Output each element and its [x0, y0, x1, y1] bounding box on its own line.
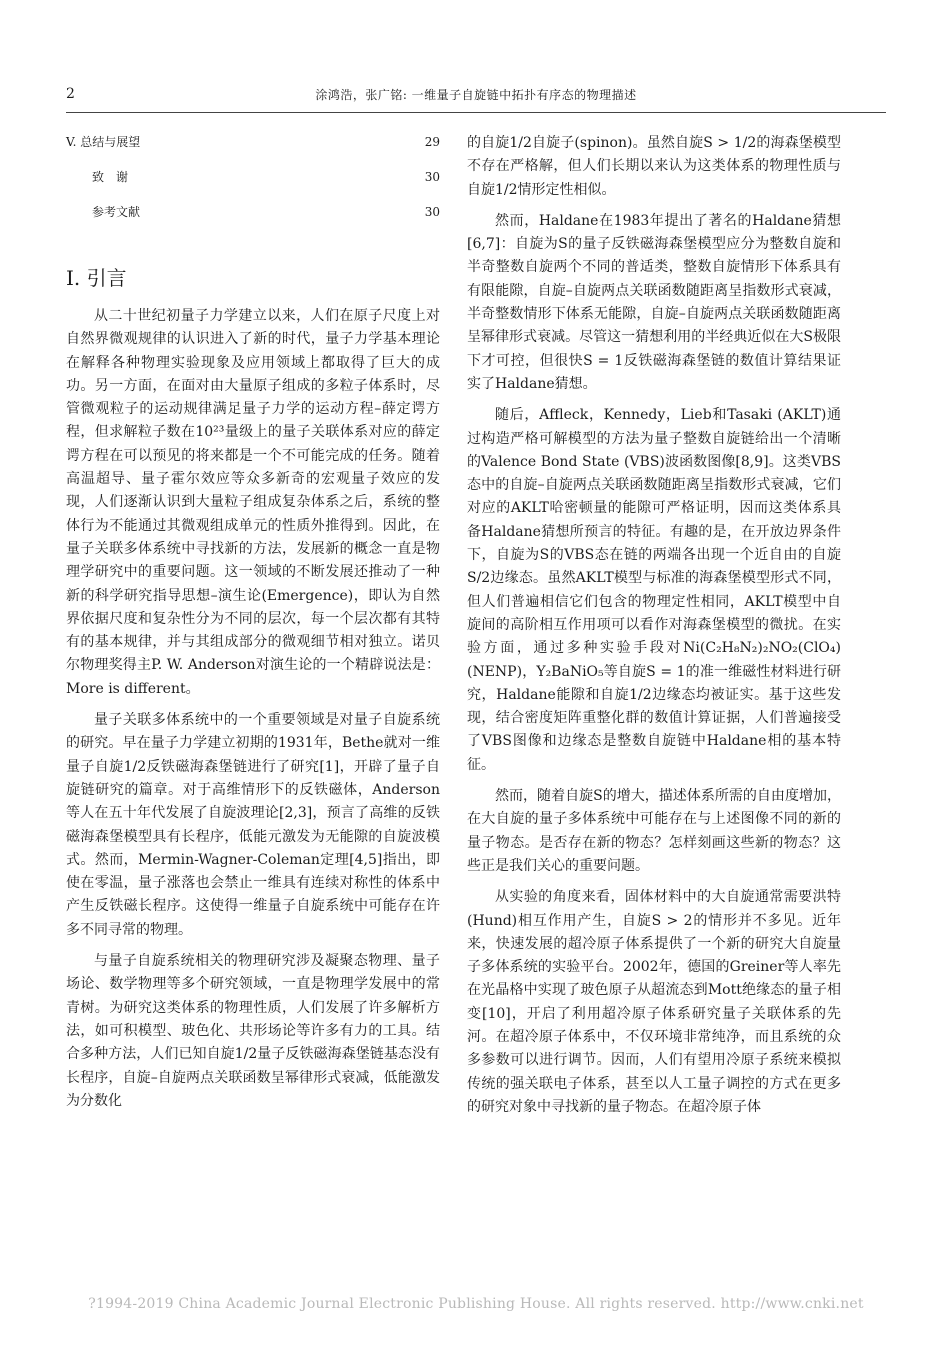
copyright-footer: ?1994-2019 China Academic Journal Electronic Publishing House. All rights reserved. http://www.cnki.net [88, 1296, 864, 1312]
running-title: 涂鸿浩，张广铭: 一维量子自旋链中拓扑有序态的物理描述 [315, 88, 637, 102]
body-paragraph: 从实验的角度来看，固体材料中的大自旋通常需要洪特(Hund)相互作用产生，自旋S > 2的情形并不多见。近年来，快速发展的超冷原子体系提供了一个新的研究大自旋量子多体系统的实验平台。2002年，德国的Greiner等人率先在光晶格中实现了玻色原子从超流态到Mott绝缘态的量子相变[10]，开启了利用超冷原子体系研究量子关联体系的先河。在超冷原子体系中，不仅环境非常纯净，而且系统的众多参数可以进行调节。因而，人们有望用冷原子系统来模拟传统的强关联电子体系，甚至以人工量子调控的方式在更多的研究对象中寻找新的量子物态。在超冷原子体 [467, 889, 841, 1115]
left-column [66, 132, 440, 1121]
toc-entry-page: 29 [424, 135, 440, 149]
body-paragraph: 从二十世纪初量子力学建立以来，人们在原子尺度上对自然界微观规律的认识进入了新的时代，量子力学基本理论在解释各种物理实验现象及应用领域上都取得了巨大的成功。另一方面，在面对由大量原子组成的多粒子体系时，尽管微观粒子的运动规律满足量子力学的运动方程–薛定谔方程，但求解粒子数在10²³量级上的量子关联体系对应的薛定谔方程在可以预见的将来都是一个不可能完成的任务。随着高温超导、量子霍尔效应等众多新奇的宏观量子效应的发现，人们逐渐认识到大量粒子组成复杂体系之后，系统的整体行为不能通过其微观组成单元的性质外推得到。因此，在量子关联多体系统中寻找新的方法，发展新的概念一直是物理学研究中的重要问题。这一领域的不断发展还推动了一种新的科学研究指导思想–演生论(Emergence)，即认为自然界依据尺度和复杂性分为不同的层次，每一个层次都有其特有的基本规律，并与其组成部分的微观细节相对独立。诺贝尔物理奖得主P. W. Anderson对演生论的一个精辟说法是：More is different。 [66, 308, 440, 697]
table-of-contents [66, 132, 440, 237]
body-paragraph: 与量子自旋系统相关的物理研究涉及凝聚态物理、量子场论、数学物理等多个研究领域，一直是物理学发展中的常青树。为研究这类体系的物理性质，人们发展了许多解析方法，如可积模型、玻色化、共形场论等许多有力的工具。结合多种方法，人们已知自旋1/2量子反铁磁海森堡链基态没有长程序，自旋–自旋两点关联函数呈幂律形式衰减，低能激发为分数化 [66, 953, 440, 1109]
header-rule [66, 112, 886, 113]
toc-entry[interactable] [66, 132, 440, 167]
body-paragraph: 的自旋1/2自旋子(spinon)。虽然自旋S > 1/2的海森堡模型不存在严格解，但人们长期以来认为这类体系的物理性质与自旋1/2情形定性相似。 [467, 135, 841, 198]
toc-entry[interactable] [66, 202, 440, 237]
body-paragraph: 量子关联多体系统中的一个重要领域是对量子自旋系统的研究。早在量子力学建立初期的1931年，Bethe就对一维量子自旋1/2反铁磁海森堡链进行了研究[1]，开辟了量子自旋链研究的篇章。对于高维情形下的反铁磁体，Anderson等人在五十年代发展了自旋波理论[2,3]，预言了高维的反铁磁海森堡模型具有长程序，低能元激发为无能隙的自旋波模式。然而，Mermin-Wagner-Coleman定理[4,5]指出，即使在零温，量子涨落也会禁止一维具有连续对称性的体系中产生反铁磁长程序。这使得一维量子自旋系统中可能存在许多不同寻常的物理。 [66, 712, 440, 938]
toc-entry-page: 30 [424, 205, 440, 219]
section-heading: I. 引言 [66, 266, 127, 290]
right-column [467, 132, 841, 1127]
toc-entry-label: V. 总结与展望 [66, 135, 141, 149]
toc-entry-label: 参考文献 [92, 205, 141, 219]
toc-entry-page: 30 [424, 170, 440, 184]
toc-entry[interactable] [66, 167, 440, 202]
body-paragraph: 然而，Haldane在1983年提出了著名的Haldane猜想[6,7]：自旋为S的量子反铁磁海森堡模型应分为整数自旋和半奇整数自旋两个不同的普适类，整数自旋情形下体系具有有限能隙，自旋–自旋两点关联函数随距离呈指数形式衰减，半奇整数情形下体系无能隙，自旋–自旋两点关联函数随距离呈幂律形式衰减。尽管这一猜想利用的半经典近似在大S极限下才可控，但很快S = 1反铁磁海森堡链的数值计算结果证实了Haldane猜想。 [467, 212, 841, 392]
page-number: 2 [66, 86, 75, 102]
body-paragraph: 随后，Affleck，Kennedy，Lieb和Tasaki (AKLT)通过构造严格可解模型的方法为量子整数自旋链给出一个清晰的Valence Bond State (VBS)波函数图像[8,9]。这类VBS态中的自旋–自旋两点关联函数随距离呈指数形式衰减，它们对应的AKLT哈密顿量的能隙可严格证明，因而这类体系具备Haldane猜想所预言的特征。有趣的是，在开放边界条件下，自旋为S的VBS态在链的两端各出现一个近自由的自旋S/2边缘态。虽然AKLT模型与标准的海森堡模型形式不同，但人们普遍相信它们包含的物理定性相同，AKLT模型中自旋间的高阶相互作用项可以看作对海森堡模型的微扰。在实验方面，通过多种实验手段对Ni(C₂H₈N₂)₂NO₂(ClO₄) (NENP)，Y₂BaNiO₅等自旋S = 1的准一维磁性材料进行研究，Haldane能隙和自旋1/2边缘态均被证实。基于这些发现，结合密度矩阵重整化群的数值计算证据，人们普遍接受了VBS图像和边缘态是整数自旋链中Haldane相的基本特征。 [467, 407, 841, 773]
toc-entry-label: 致 谢 [92, 170, 129, 184]
body-paragraph: 然而，随着自旋S的增大，描述体系所需的自由度增加，在大自旋的量子多体系统中可能存在与上述图像不同的新的量子物态。是否存在新的物态？怎样刻画这些新的物态？这些正是我们关心的重要问题。 [467, 788, 841, 874]
